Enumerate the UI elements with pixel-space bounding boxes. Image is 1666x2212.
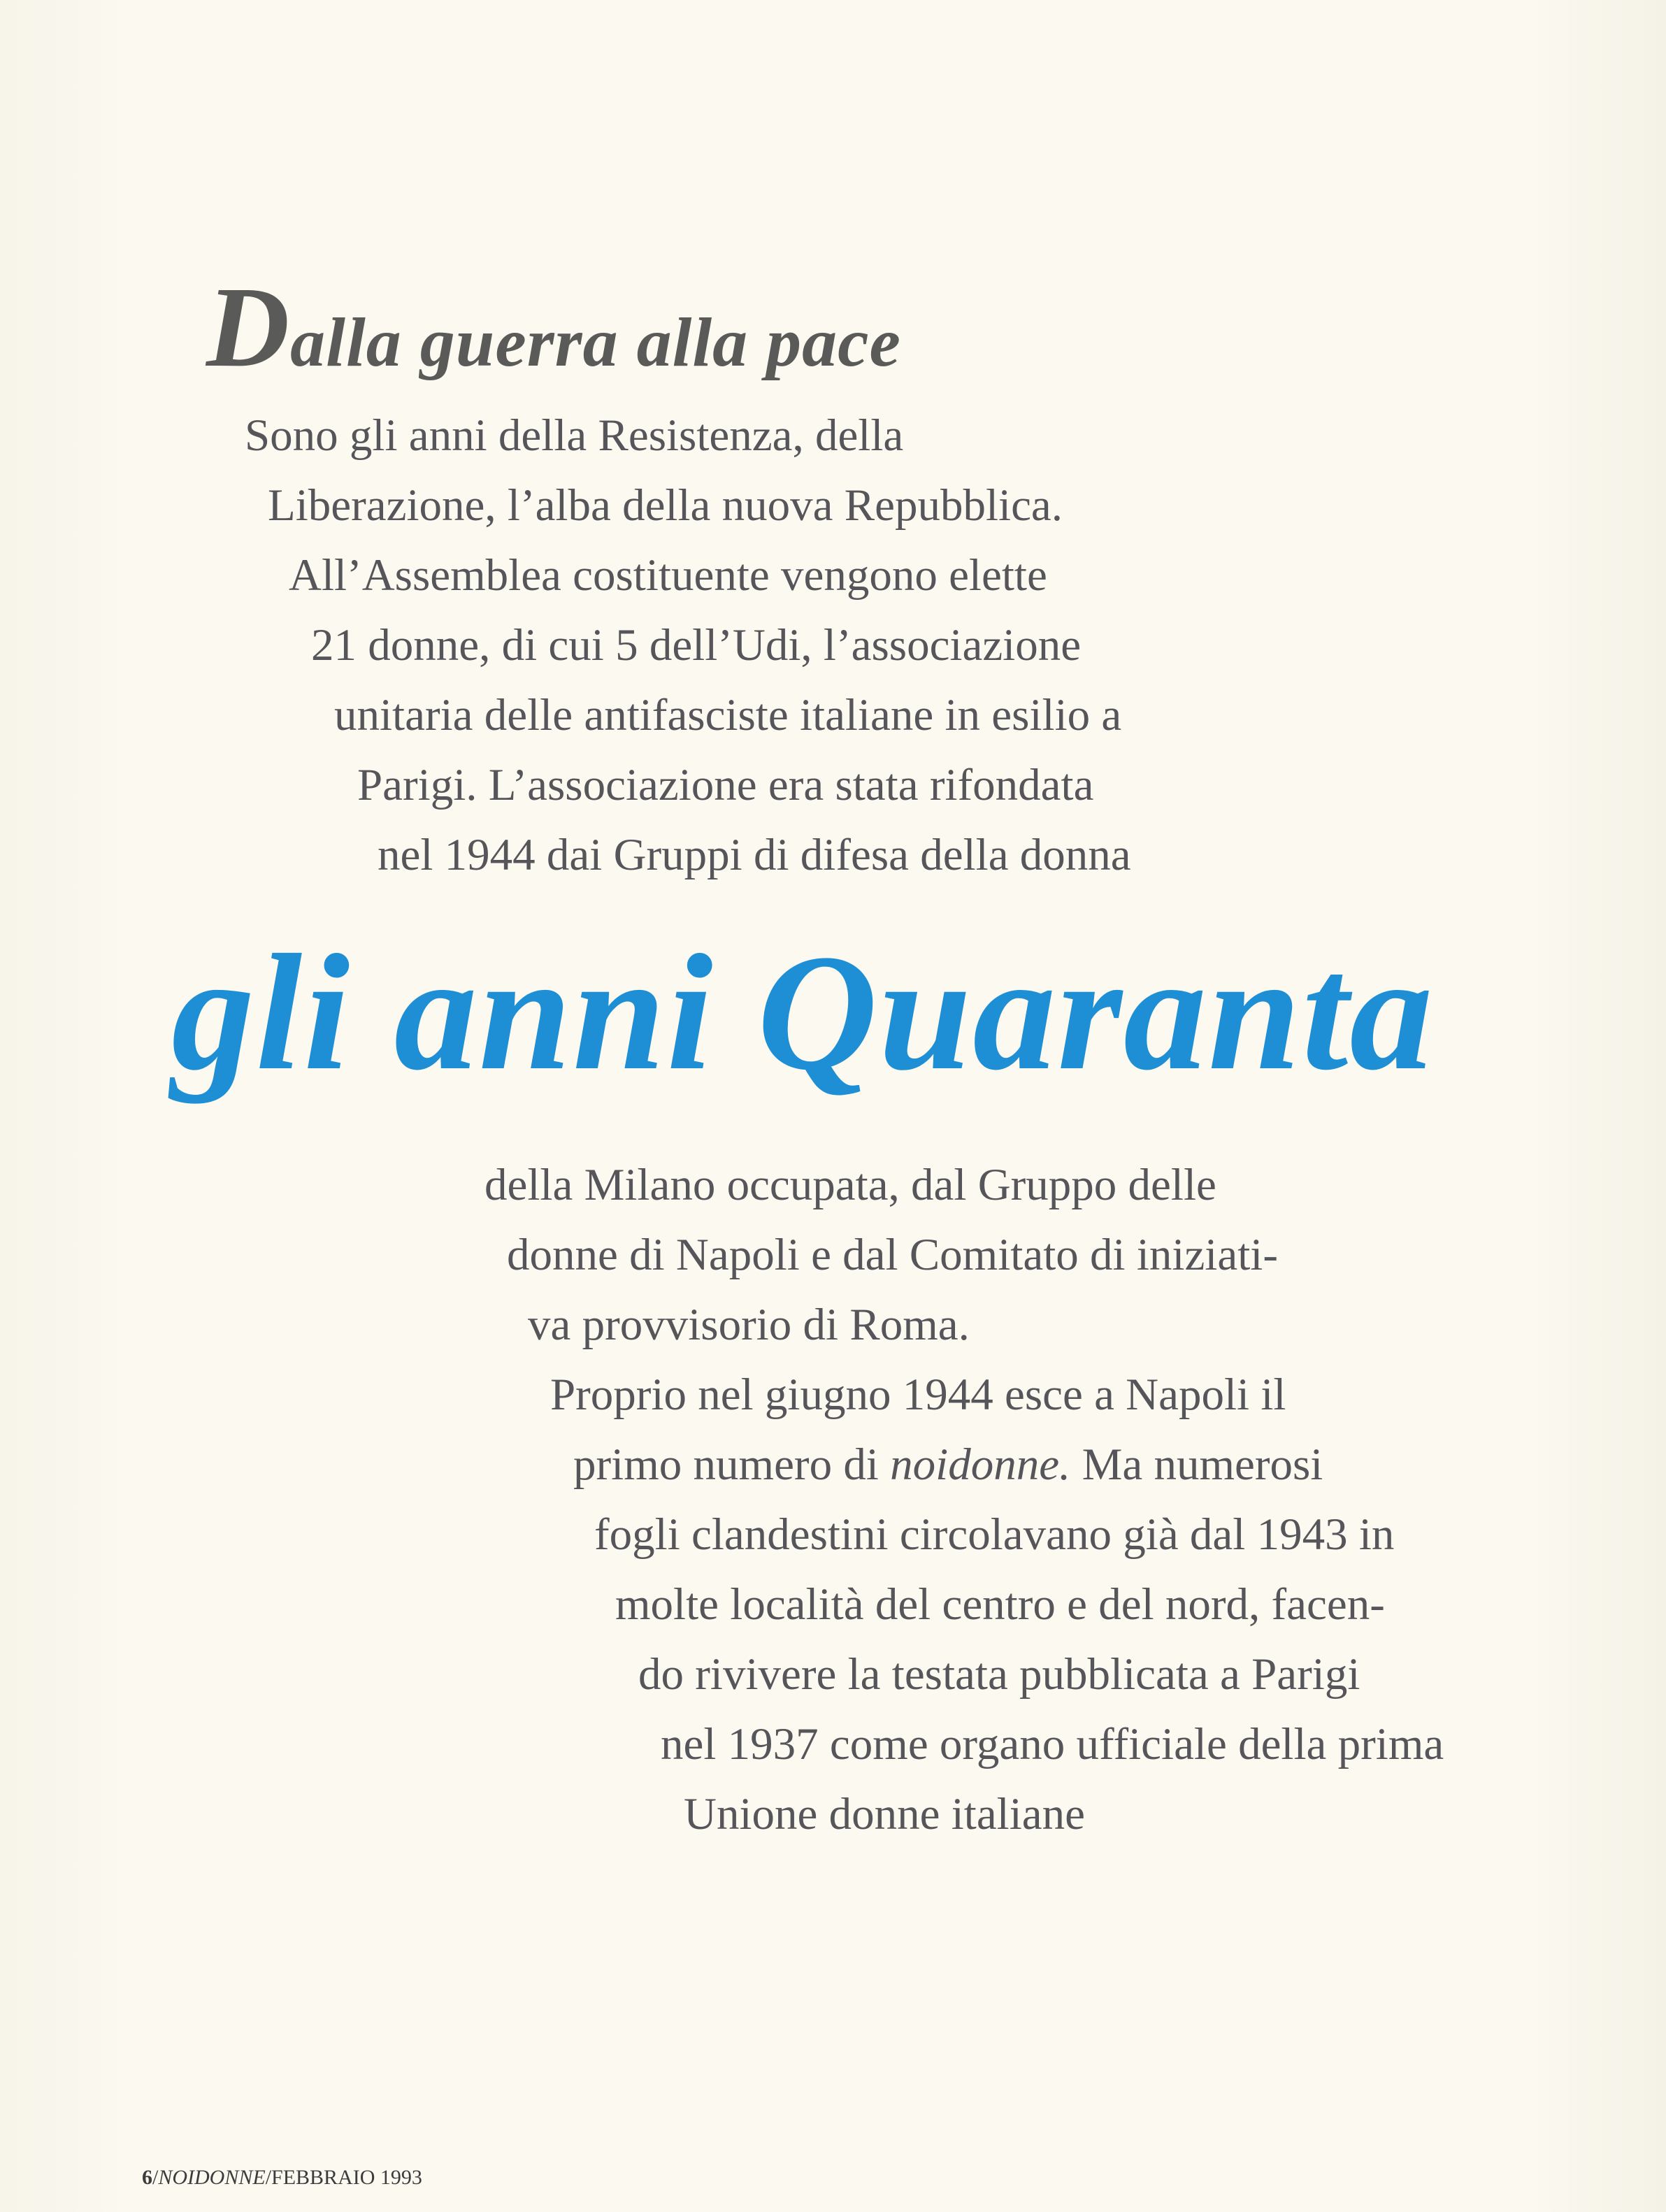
- section-heading: gli anni Quaranta: [171, 921, 1435, 1105]
- intro-line: Liberazione, l’alba della nuova Repubblica.: [268, 480, 1063, 531]
- body-paragraph: [0, 1150, 1444, 1849]
- show-through-masthead: [119, 1937, 163, 2138]
- intro-line: Parigi. L’associazione era stata rifondata: [357, 760, 1094, 810]
- body-line: della Milano occupata, dal Gruppo delle: [484, 1160, 1216, 1210]
- title-text: alla guerra alla pace: [290, 303, 901, 381]
- page-footer: [142, 2166, 422, 2190]
- show-through-top: [916, 203, 968, 412]
- body-line: va provvisorio di Roma.: [528, 1300, 970, 1350]
- body-line: Proprio nel giugno 1944 esce a Napoli il: [550, 1370, 1286, 1420]
- body-line: primo numero di noidonne. Ma numerosi: [573, 1439, 1323, 1490]
- magazine-name-italic: noidonne.: [890, 1439, 1071, 1490]
- issue-date: FEBBRAIO 1993: [271, 2166, 422, 2189]
- magazine-name: NOIDONNE: [158, 2166, 266, 2189]
- title-dropcap: D: [206, 263, 291, 391]
- body-line: donne di Napoli e dal Comitato di iniziati-: [507, 1230, 1278, 1280]
- body-line: nel 1937 come organo ufficiale della prima: [661, 1719, 1444, 1769]
- intro-line: unitaria delle antifasciste italiane in esilio a: [334, 690, 1122, 740]
- intro-line: All’Assemblea costituente vengono elette: [289, 550, 1047, 601]
- intro-line: nel 1944 dai Gruppi di difesa della donna: [378, 830, 1131, 880]
- footer-separator: /: [265, 2166, 272, 2189]
- page-number: 6: [142, 2166, 152, 2189]
- intro-line: Sono gli anni della Resistenza, della: [245, 410, 904, 461]
- footer-separator: /: [152, 2166, 159, 2189]
- intro-paragraph: [0, 401, 1131, 890]
- body-line: molte località del centro e del nord, facen-: [615, 1579, 1385, 1630]
- body-line: do rivivere la testata pubblicata a Parigi: [638, 1649, 1360, 1700]
- body-line: Unione donne italiane: [684, 1789, 1085, 1839]
- body-line: fogli clandestini circolavano già dal 1943 in: [594, 1509, 1395, 1560]
- article-title: [206, 263, 901, 391]
- intro-line: 21 donne, di cui 5 dell’Udi, l’associazione: [311, 620, 1082, 670]
